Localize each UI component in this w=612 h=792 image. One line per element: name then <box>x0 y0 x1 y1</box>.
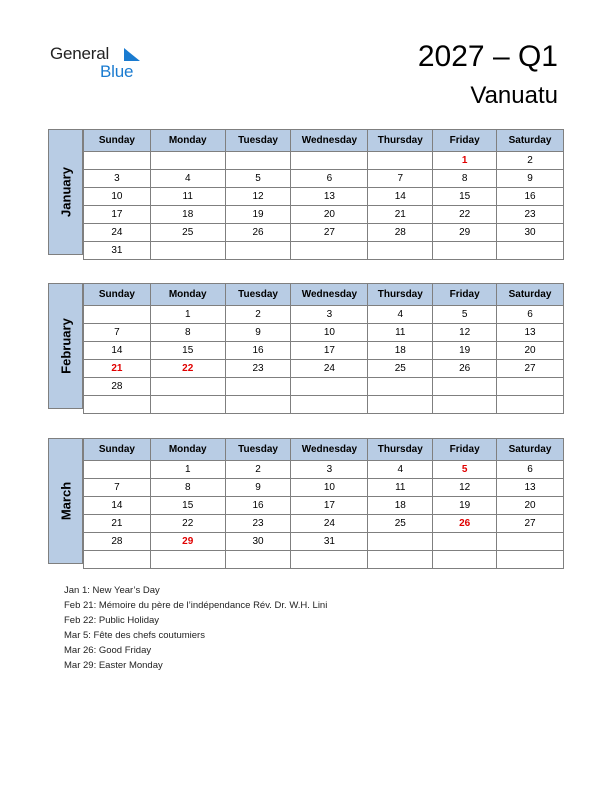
empty-day-cell <box>150 551 225 569</box>
day-cell: 16 <box>225 342 291 360</box>
day-cell: 18 <box>368 342 433 360</box>
day-cell: 5 <box>433 306 497 324</box>
empty-day-cell <box>368 533 433 551</box>
day-cell: 23 <box>225 515 291 533</box>
day-cell: 3 <box>84 170 151 188</box>
week-row <box>84 242 564 260</box>
day-cell: 17 <box>291 497 368 515</box>
week-row <box>84 224 564 242</box>
week-row <box>84 324 564 342</box>
day-cell: 28 <box>368 224 433 242</box>
day-cell: 24 <box>291 515 368 533</box>
empty-day-cell <box>291 378 368 396</box>
day-cell: 19 <box>433 497 497 515</box>
day-cell: 12 <box>433 324 497 342</box>
weekday-header: Friday <box>433 130 497 152</box>
day-cell: 10 <box>291 479 368 497</box>
day-cell: 23 <box>225 360 291 378</box>
day-cell: 25 <box>368 515 433 533</box>
day-cell: 18 <box>150 206 225 224</box>
empty-day-cell <box>150 152 225 170</box>
day-cell: 19 <box>433 342 497 360</box>
weekday-header: Thursday <box>368 284 433 306</box>
logo-triangle-icon <box>122 47 142 63</box>
empty-day-cell <box>291 396 368 414</box>
weekday-header: Tuesday <box>225 130 291 152</box>
day-cell: 14 <box>84 497 151 515</box>
page-title: 2027 – Q1 <box>417 40 558 73</box>
weekday-header: Saturday <box>497 284 564 306</box>
day-cell: 26 <box>433 515 497 533</box>
day-cell: 6 <box>497 461 564 479</box>
day-cell: 15 <box>150 497 225 515</box>
weekday-header: Sunday <box>84 439 151 461</box>
empty-day-cell <box>368 242 433 260</box>
country-name: Vanuatu <box>470 82 558 109</box>
day-cell: 13 <box>497 324 564 342</box>
day-cell: 25 <box>368 360 433 378</box>
empty-day-cell <box>225 396 291 414</box>
day-cell: 20 <box>497 497 564 515</box>
week-row <box>84 170 564 188</box>
day-cell: 8 <box>150 479 225 497</box>
weekday-header: Thursday <box>368 439 433 461</box>
empty-day-cell <box>497 396 564 414</box>
weekday-header: Thursday <box>368 130 433 152</box>
weekday-header-row <box>84 130 564 152</box>
empty-day-cell <box>368 551 433 569</box>
week-row <box>84 188 564 206</box>
day-cell: 27 <box>497 360 564 378</box>
day-cell: 7 <box>84 479 151 497</box>
weekday-header: Monday <box>150 284 225 306</box>
empty-day-cell <box>433 396 497 414</box>
empty-day-cell <box>84 461 151 479</box>
month-label <box>48 283 83 409</box>
day-cell: 8 <box>433 170 497 188</box>
day-cell: 23 <box>497 206 564 224</box>
generalblue-logo <box>50 44 150 84</box>
day-cell: 10 <box>291 324 368 342</box>
day-cell: 30 <box>497 224 564 242</box>
day-cell: 2 <box>225 306 291 324</box>
day-cell: 19 <box>225 206 291 224</box>
day-cell: 30 <box>225 533 291 551</box>
day-cell: 21 <box>84 360 151 378</box>
empty-day-cell <box>150 242 225 260</box>
day-cell: 14 <box>368 188 433 206</box>
weekday-header: Wednesday <box>291 284 368 306</box>
day-cell: 4 <box>368 306 433 324</box>
logo-text-general: General <box>50 44 110 63</box>
week-row <box>84 479 564 497</box>
day-cell: 31 <box>84 242 151 260</box>
day-cell: 29 <box>150 533 225 551</box>
day-cell: 22 <box>150 360 225 378</box>
empty-day-cell <box>225 378 291 396</box>
day-cell: 18 <box>368 497 433 515</box>
month-name: March <box>58 481 73 521</box>
weekday-header: Monday <box>150 130 225 152</box>
empty-day-cell <box>497 533 564 551</box>
weekday-header: Tuesday <box>225 439 291 461</box>
month-name: February <box>58 318 73 374</box>
day-cell: 2 <box>225 461 291 479</box>
day-cell: 25 <box>150 224 225 242</box>
weekday-header: Wednesday <box>291 130 368 152</box>
day-cell: 27 <box>291 224 368 242</box>
week-row <box>84 206 564 224</box>
day-cell: 9 <box>225 479 291 497</box>
week-row <box>84 497 564 515</box>
day-cell: 3 <box>291 461 368 479</box>
day-cell: 11 <box>368 324 433 342</box>
empty-day-cell <box>497 378 564 396</box>
weekday-header: Sunday <box>84 130 151 152</box>
day-cell: 12 <box>225 188 291 206</box>
day-cell: 28 <box>84 378 151 396</box>
day-cell: 13 <box>497 479 564 497</box>
week-row <box>84 378 564 396</box>
week-row <box>84 461 564 479</box>
weekday-header: Sunday <box>84 284 151 306</box>
day-cell: 21 <box>84 515 151 533</box>
week-row <box>84 306 564 324</box>
month-calendar-table <box>83 438 564 569</box>
day-cell: 5 <box>225 170 291 188</box>
day-cell: 14 <box>84 342 151 360</box>
empty-day-cell <box>368 396 433 414</box>
empty-day-cell <box>433 378 497 396</box>
empty-day-cell <box>497 242 564 260</box>
week-row <box>84 396 564 414</box>
empty-day-cell <box>291 242 368 260</box>
day-cell: 22 <box>150 515 225 533</box>
weekday-header-row <box>84 284 564 306</box>
week-row <box>84 515 564 533</box>
weekday-header: Saturday <box>497 130 564 152</box>
day-cell: 16 <box>497 188 564 206</box>
day-cell: 9 <box>225 324 291 342</box>
empty-day-cell <box>150 396 225 414</box>
day-cell: 3 <box>291 306 368 324</box>
month-name: January <box>58 167 73 217</box>
empty-day-cell <box>497 551 564 569</box>
week-row <box>84 360 564 378</box>
holiday-note: Mar 5: Fête des chefs coutumiers <box>64 630 205 641</box>
holiday-note: Feb 21: Mémoire du père de l’indépendance Rév. Dr. W.H. Lini <box>64 600 328 611</box>
weekday-header: Wednesday <box>291 439 368 461</box>
day-cell: 6 <box>497 306 564 324</box>
day-cell: 31 <box>291 533 368 551</box>
day-cell: 12 <box>433 479 497 497</box>
day-cell: 15 <box>433 188 497 206</box>
weekday-header: Friday <box>433 439 497 461</box>
day-cell: 11 <box>150 188 225 206</box>
day-cell: 10 <box>84 188 151 206</box>
empty-day-cell <box>433 551 497 569</box>
holiday-note: Mar 26: Good Friday <box>64 645 152 656</box>
holiday-notes <box>64 583 327 673</box>
day-cell: 22 <box>433 206 497 224</box>
weekday-header: Monday <box>150 439 225 461</box>
day-cell: 7 <box>368 170 433 188</box>
logo-text-blue: Blue <box>100 62 134 81</box>
empty-day-cell <box>433 533 497 551</box>
day-cell: 1 <box>150 461 225 479</box>
week-row <box>84 533 564 551</box>
empty-day-cell <box>368 152 433 170</box>
day-cell: 27 <box>497 515 564 533</box>
day-cell: 11 <box>368 479 433 497</box>
day-cell: 20 <box>497 342 564 360</box>
empty-day-cell <box>84 551 151 569</box>
day-cell: 8 <box>150 324 225 342</box>
empty-day-cell <box>225 551 291 569</box>
day-cell: 24 <box>291 360 368 378</box>
holiday-note: Jan 1: New Year’s Day <box>64 585 160 596</box>
day-cell: 1 <box>150 306 225 324</box>
day-cell: 29 <box>433 224 497 242</box>
week-row <box>84 551 564 569</box>
month-label <box>48 129 83 255</box>
empty-day-cell <box>368 378 433 396</box>
empty-day-cell <box>84 396 151 414</box>
day-cell: 4 <box>368 461 433 479</box>
holiday-note: Mar 29: Easter Monday <box>64 660 163 671</box>
day-cell: 16 <box>225 497 291 515</box>
month-calendar-table <box>83 283 564 414</box>
day-cell: 26 <box>433 360 497 378</box>
day-cell: 17 <box>291 342 368 360</box>
month-calendar-table <box>83 129 564 260</box>
day-cell: 5 <box>433 461 497 479</box>
weekday-header: Tuesday <box>225 284 291 306</box>
empty-day-cell <box>433 242 497 260</box>
day-cell: 7 <box>84 324 151 342</box>
empty-day-cell <box>225 152 291 170</box>
empty-day-cell <box>291 551 368 569</box>
day-cell: 2 <box>497 152 564 170</box>
week-row <box>84 342 564 360</box>
empty-day-cell <box>225 242 291 260</box>
holiday-note: Feb 22: Public Holiday <box>64 615 160 626</box>
day-cell: 24 <box>84 224 151 242</box>
day-cell: 1 <box>433 152 497 170</box>
day-cell: 9 <box>497 170 564 188</box>
day-cell: 17 <box>84 206 151 224</box>
day-cell: 20 <box>291 206 368 224</box>
day-cell: 28 <box>84 533 151 551</box>
weekday-header: Saturday <box>497 439 564 461</box>
day-cell: 26 <box>225 224 291 242</box>
weekday-header-row <box>84 439 564 461</box>
empty-day-cell <box>84 152 151 170</box>
day-cell: 4 <box>150 170 225 188</box>
day-cell: 15 <box>150 342 225 360</box>
weekday-header: Friday <box>433 284 497 306</box>
empty-day-cell <box>291 152 368 170</box>
day-cell: 13 <box>291 188 368 206</box>
day-cell: 21 <box>368 206 433 224</box>
empty-day-cell <box>150 378 225 396</box>
month-label <box>48 438 83 564</box>
empty-day-cell <box>84 306 151 324</box>
day-cell: 6 <box>291 170 368 188</box>
week-row <box>84 152 564 170</box>
